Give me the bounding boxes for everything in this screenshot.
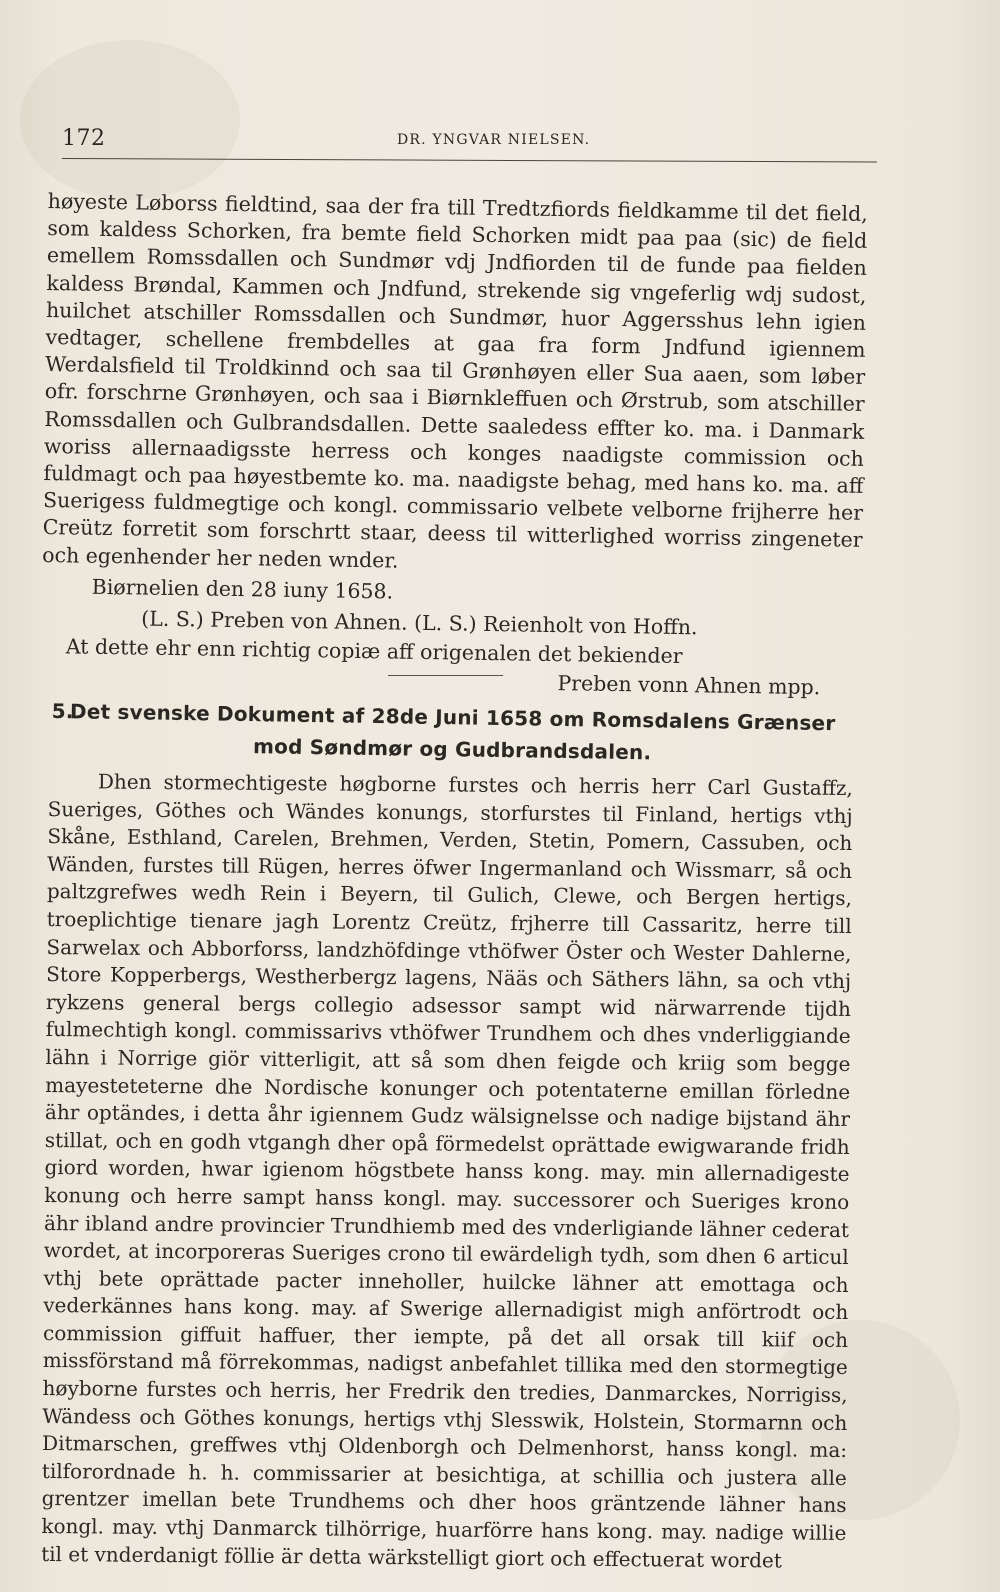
section-divider [388, 675, 503, 676]
running-head: DR. YNGVAR NIELSEN. [397, 132, 591, 148]
section-body [41, 768, 853, 1575]
section-paragraph: Dhen stormechtigeste høgborne furstes och herris herr Carl Gustaffz, Sueriges, Göthes och Wändes konungs, storfurstes til Finland, hertigs vthj Skåne, Esthland, Carelen, Brehmen, Verden, Stetin, Pomern, Cassuben, och Wänden, furstes till Rügen, herres öfwer Ingermanland och Wissmarr, så och paltzgrefwes wedh Rein i Beyern, til Gulich, Clewe, och Bergen hertigs, troeplichtige tienare jagh Lorentz Creütz, frjherre till Cassaritz, herre till Sarwelax och Abborforss, landzhöfdinge vthöfwer Öster och Wester Dahlerne, Store Kopperbergs, Westherbergz lagens, Nääs och Säthers lähn, sa och vthj rykzens general bergs collegio adsessor sampt wid närwarrende tijdh fulmechtigh kongl. commissarivs vthöfwer Trundhem och dhes vnderliggiande lähn i Norrige giör vitterligit, att så som dhen feigde och kriig som begge mayesteteterne dhe Nordische konunger och potentaterne emillan förledne ähr optändes, i detta åhr igiennem Gudz wälsignelsse och nadige bijstand ähr stillat, och en godh vtgangh dher opå förmedelst oprättade ewigwarande fridh giord worden, hwar igienom högstbete hanss kong. may. min allernadigeste konung och herre sampt hanss kongl. may. successorer och Sueriges krono ähr ibland andre provincier Trundhiemb med des vnderligiande lähner cederat wordet, at incorporeras Sueriges crono til ewärdeligh tydh, som dhen 6 articul vthj bete oprättade pacter inneholler, huilcke lähner att emottaga och vederkännes hans kong. may. af Swerige allernadigist migh anförtrodt och commission giffuit haffuer, ther iempte, på det all orsak till kiif och missförstand må förrekommas, nadigst anbefahlet tillika med den stormegtige høyborne furstes och herris, her Fredrik den tredies, Danmarckes, Norrigiss, Wändess och Göthes konungs, hertigs vthj Slesswik, Holstein, Stormarnn och Ditmarschen, greffwes vthj Oldenborgh och Delmenhorst, hanss kongl. ma: tilforordnade h. h. commissarier at besichtiga, at schillia och justera alle grentzer imellan bete Trundhems och dher hoos gräntzende lähner hans kongl. may. vthj Danmarck tilhörrige, huarförre hans kong. may. nadige willie til et vnderdanigt föllie är detta wärkstelligt giort och effectuerat wordet [41, 769, 853, 1573]
seals-line: (L. S.) Preben von Ahnen. (L. S.) Reienholt von Hoffn. [141, 606, 698, 640]
section-heading-line-2: mod Søndmør og Gudbrandsdalen. [252, 734, 652, 765]
paper-stain [20, 40, 240, 200]
page-number: 172 [62, 126, 106, 151]
attestation-line: At dette ehr enn richtig copiæ aff origenalen det bekiender [65, 634, 683, 668]
section-heading [51, 695, 848, 771]
section-heading-line-1: Det svenske Dokument af 28de Juni 1658 om Romsdalens Grænser [69, 699, 836, 736]
signature-line: Preben vonn Ahnen mpp. [557, 670, 821, 700]
document-body [40, 188, 868, 702]
date-line: Biørnelien den 28 iuny 1658. [91, 574, 394, 604]
body-paragraph: høyeste Løborss fieldtind, saa der fra till Tredtzfiords fieldkamme til det field, som kaldess Schorken, fra bemte field Schorken midt paa paa (sic) de field emellem Romssdallen och Sundmør vdj Jndfiorden til de funde paa fielden kaldess Brøndal, Kammen och Jndfund, strekende sig vngeferlig wdj sudost, huilchet atschiller Romssdallen och Sundmør, huor Aggersshus lehn igien vedtager, schellene frembdelles at gaa fra form Jndfund igiennem Werdalsfield til Troldkinnd och saa til Grønhøyen eller Sua aaen, som løber ofr. forschrne Grønhøyen, och saa i Biørnkleffuen och Ørstrub, som atschiller Romssdallen och Gulbrandsdallen. Dette saaledess effter ko. ma. i Danmark woriss allernaadigsste herress och konges naadigste commission och fuldmagt och paa høyestbemte ko. ma. naadigste behag, med hans ko. ma. aff Suerigess fuldmegtige och kongl. commissario velbete velborne frijherre her Creütz forretit som forschrtt staar, deess til witterlighed worriss zingeneter och egenhender her neden wnder. [42, 188, 868, 573]
page-header [62, 126, 882, 156]
section-number: 5. [51, 698, 74, 724]
